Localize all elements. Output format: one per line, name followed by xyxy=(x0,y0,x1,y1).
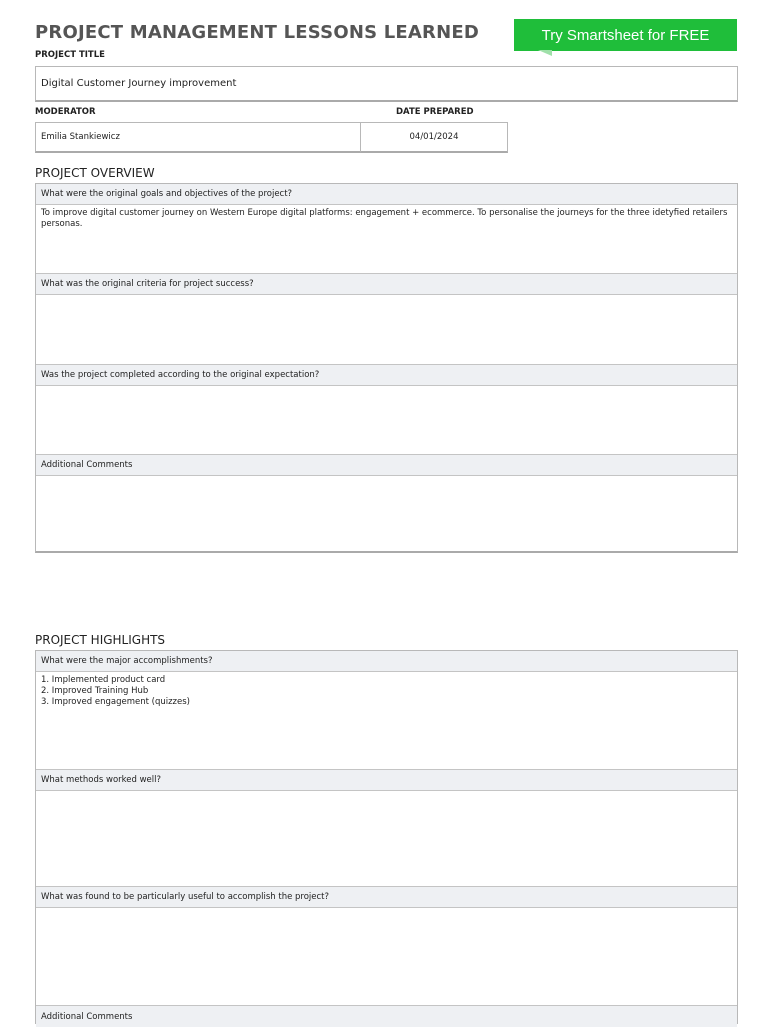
moderator-label: MODERATOR xyxy=(35,107,96,117)
overview-question-comments: Additional Comments xyxy=(36,455,737,476)
highlights-answer-useful[interactable] xyxy=(36,908,737,1006)
overview-answer-criteria[interactable] xyxy=(36,295,737,365)
overview-question-goals: What were the original goals and objectives of the project? xyxy=(36,184,737,205)
cta-decoration xyxy=(538,50,552,56)
page-title: PROJECT MANAGEMENT LESSONS LEARNED xyxy=(35,22,479,43)
overview-question-expectation: Was the project completed according to the original expectation? xyxy=(36,365,737,386)
highlights-section-title: PROJECT HIGHLIGHTS xyxy=(35,633,166,647)
date-prepared-label: DATE PREPARED xyxy=(396,107,474,117)
moderator-value: Emilia Stankiewicz xyxy=(41,132,120,142)
highlights-table xyxy=(35,650,738,1024)
overview-answer-goals[interactable]: To improve digital customer journey on Western Europe digital platforms: engagement + ecommerce. To personalise the journeys for the three idetyfied retailers personas. xyxy=(36,205,737,274)
overview-section-title: PROJECT OVERVIEW xyxy=(35,166,155,180)
highlights-answer-methods[interactable] xyxy=(36,791,737,887)
highlights-answer-accomplishments[interactable]: 1. Implemented product card 2. Improved Training Hub 3. Improved engagement (quizzes) xyxy=(36,672,737,770)
highlights-question-comments: Additional Comments xyxy=(36,1006,737,1027)
overview-answer-expectation[interactable] xyxy=(36,386,737,455)
date-prepared-field[interactable] xyxy=(360,122,508,153)
overview-question-criteria: What was the original criteria for project success? xyxy=(36,274,737,295)
highlights-question-useful: What was found to be particularly useful to accomplish the project? xyxy=(36,887,737,908)
overview-table xyxy=(35,183,738,553)
project-title-value: Digital Customer Journey improvement xyxy=(41,78,237,89)
highlights-question-accomplishments: What were the major accomplishments? xyxy=(36,651,737,672)
highlights-question-methods: What methods worked well? xyxy=(36,770,737,791)
date-prepared-value: 04/01/2024 xyxy=(409,132,459,142)
project-title-field[interactable] xyxy=(35,66,738,102)
moderator-field[interactable] xyxy=(35,122,361,153)
overview-answer-comments[interactable] xyxy=(36,476,737,551)
project-title-label: PROJECT TITLE xyxy=(35,50,105,60)
try-smartsheet-button[interactable]: Try Smartsheet for FREE xyxy=(514,19,737,51)
